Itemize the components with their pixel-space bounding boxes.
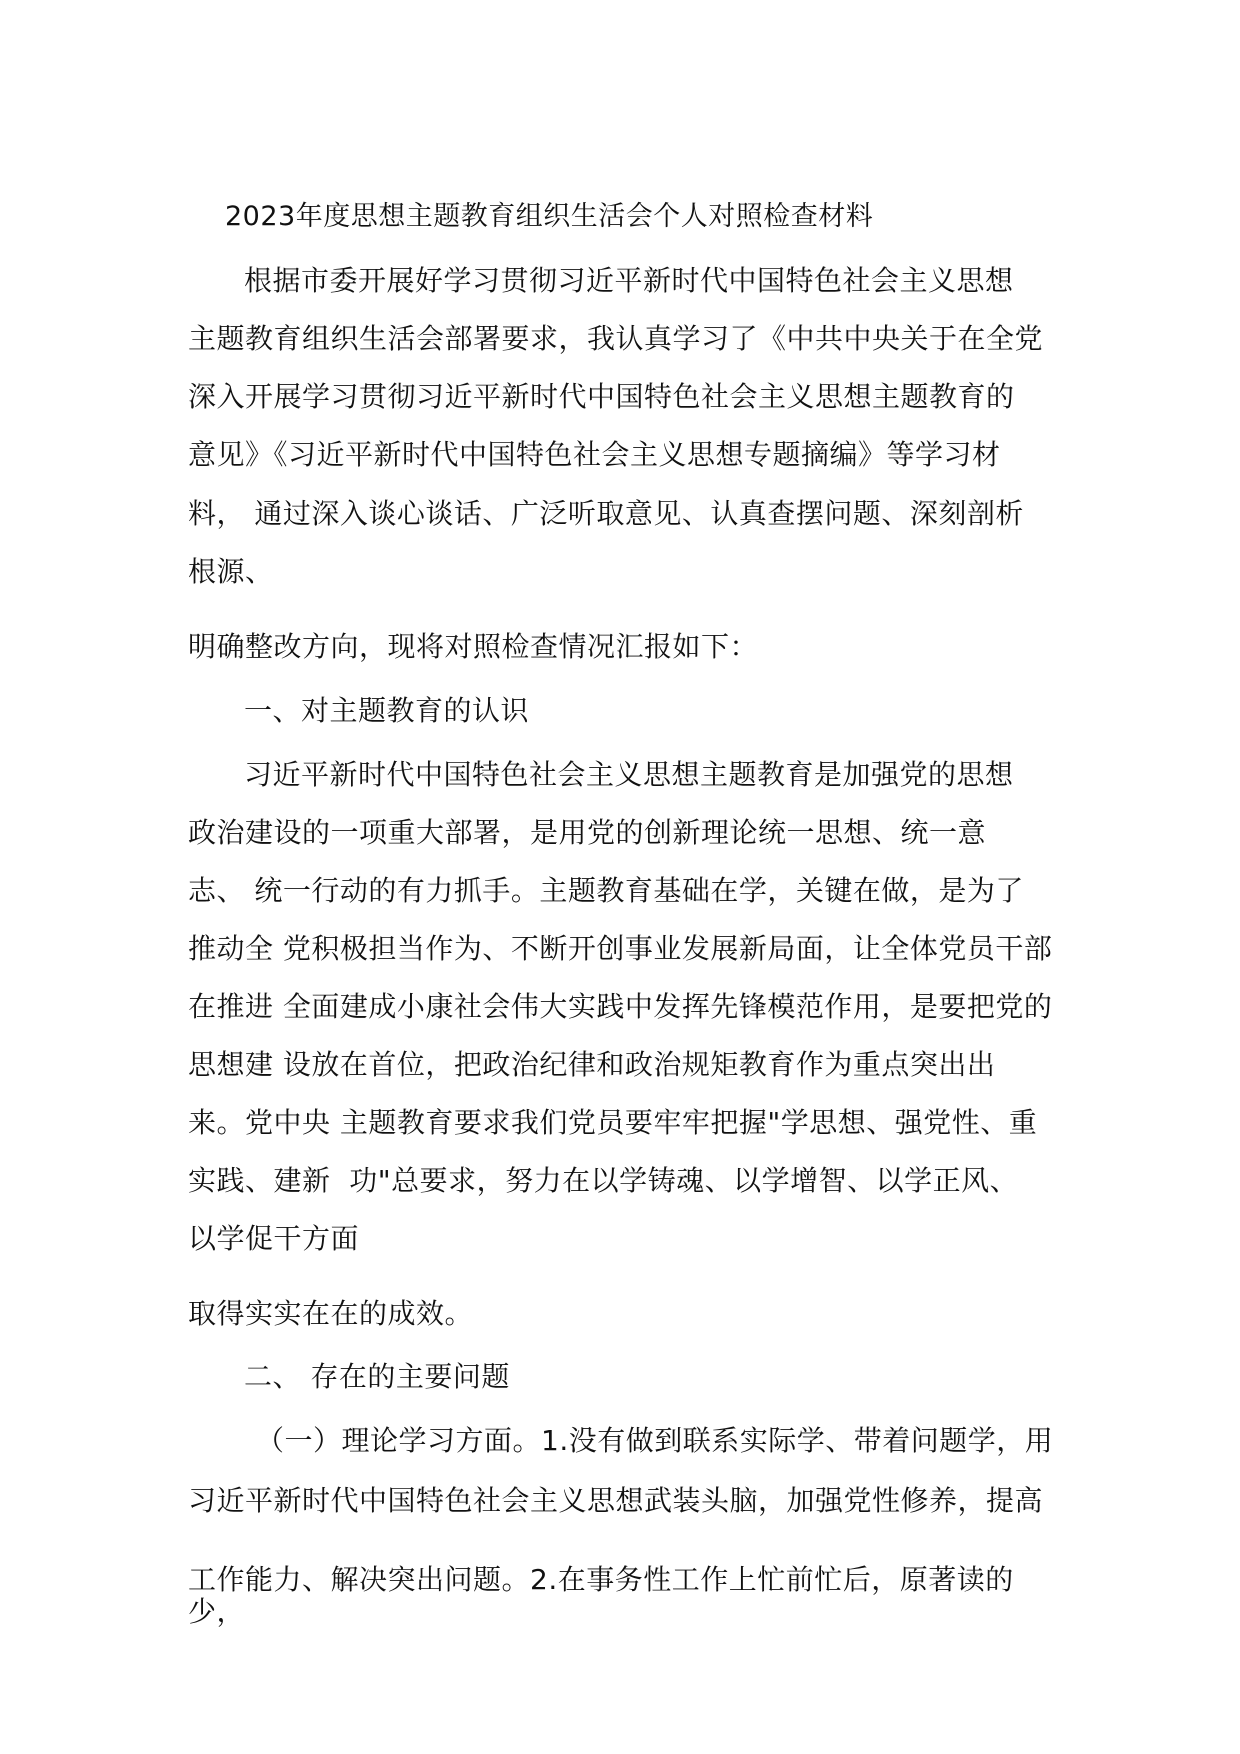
section1-line-5: 在推进 全面建成小康社会伟大实践中发挥先锋模范作用，是要把党的 [188, 990, 1053, 1023]
section1-line-10: 取得实实在在的成效。 [188, 1297, 474, 1330]
intro-line-4: 意见》《习近平新时代中国特色社会主义思想专题摘编》等学习材 [188, 438, 1001, 471]
section1-line-9: 以学促干方面 [188, 1222, 360, 1255]
section1-line-2: 政治建设的一项重大部署，是用党的创新理论统一思想、统一意 [188, 816, 987, 849]
intro-line-7: 明确整改方向，现将对照检查情况汇报如下： [188, 630, 759, 663]
intro-line-3: 深入开展学习贯彻习近平新时代中国特色社会主义思想主题教育的 [188, 380, 1015, 413]
section2-line-1: （一）理论学习方面。1.没有做到联系实际学、带着问题学，用 [256, 1424, 1054, 1457]
section2-line-4: 少， [188, 1595, 246, 1628]
intro-line-5: 料， 通过深入谈心谈话、广泛听取意见、认真查摆问题、深刻剖析 [188, 497, 1024, 530]
section1-line-7: 来。党中央 主题教育要求我们党员要牢牢把握"学思想、强党性、重 [188, 1106, 1038, 1139]
section1-line-3: 志、 统一行动的有力抓手。主题教育基础在学，关键在做，是为了 [188, 874, 1024, 907]
section1-line-4: 推动全 党积极担当作为、不断开创事业发展新局面，让全体党员干部 [188, 932, 1053, 965]
section1-line-8: 实践、建新 功"总要求，努力在以学铸魂、以学增智、以学正风、 [188, 1164, 1019, 1197]
section2-heading: 二、 存在的主要问题 [244, 1360, 510, 1393]
document-title: 2023年度思想主题教育组织生活会个人对照检查材料 [225, 201, 874, 232]
section2-line-2: 习近平新时代中国特色社会主义思想武装头脑，加强党性修养，提高 [188, 1484, 1044, 1517]
section2-line-3: 工作能力、解决突出问题。2.在事务性工作上忙前忙后，原著读的 [188, 1563, 1014, 1596]
section1-heading: 一、对主题教育的认识 [244, 694, 530, 727]
intro-line-1: 根据市委开展好学习贯彻习近平新时代中国特色社会主义思想 [244, 264, 1014, 297]
intro-line-6: 根源、 [188, 555, 274, 588]
intro-line-2: 主题教育组织生活会部署要求，我认真学习了《中共中央关于在全党 [188, 322, 1044, 355]
section1-line-6: 思想建 设放在首位，把政治纪律和政治规矩教育作为重点突出出 [188, 1048, 996, 1081]
section1-line-1: 习近平新时代中国特色社会主义思想主题教育是加强党的思想 [244, 758, 1014, 791]
